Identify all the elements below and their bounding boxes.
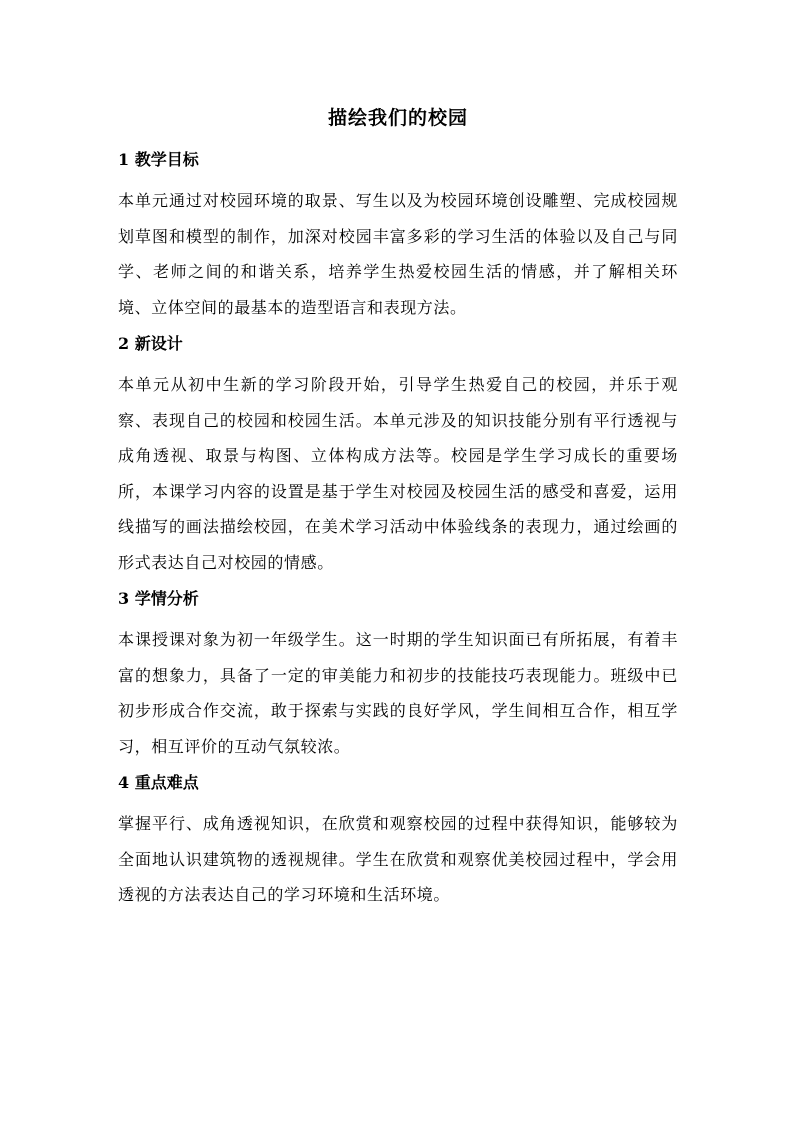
- document-page: [118, 103, 678, 919]
- section-heading: 2 新设计: [118, 334, 183, 353]
- section-key-points: [118, 770, 678, 913]
- section-body: 本课授课对象为初一年级学生。这一时期的学生知识面已有所拓展，有着丰富的想象力，具备了一定的审美能力和初步的技能技巧表现能力。班级中已初步形成合作交流，敢于探索与实践的良好学风，学生间相互合作，相互学习，相互评价的互动气氛较浓。: [118, 630, 678, 756]
- section-teaching-objectives: [118, 147, 678, 325]
- section-student-analysis: [118, 586, 678, 764]
- section-heading: 1 教学目标: [118, 150, 199, 169]
- section-body: 本单元从初中生新的学习阶段开始，引导学生热爱自己的校园，并乐于观察、表现自己的校园和校园生活。本单元涉及的知识技能分别有平行透视与成角透视、取景与构图、立体构成方法等。校园是学生学习成长的重要场所，本课学习内容的设置是基于学生对校园及校园生活的感受和喜爱，运用线描写的画法描绘校园，在美术学习活动中体验线条的表现力，通过绘画的形式表达自己对校园的情感。: [118, 375, 678, 572]
- document-title: 描绘我们的校园: [327, 107, 468, 129]
- section-body: 本单元通过对校园环境的取景、写生以及为校园环境创设雕塑、完成校园规划草图和模型的制作，加深对校园丰富多彩的学习生活的体验以及自己与同学、老师之间的和谐关系，培养学生热爱校园生活的情感，并了解相关环境、立体空间的最基本的造型语言和表现方法。: [118, 191, 678, 317]
- section-heading: 4 重点难点: [118, 773, 199, 792]
- section-body: 掌握平行、成角透视知识，在欣赏和观察校园的过程中获得知识，能够较为全面地认识建筑物的透视规律。学生在欣赏和观察优美校园过程中，学会用透视的方法表达自己的学习环境和生活环境。: [118, 814, 678, 904]
- section-heading: 3 学情分析: [118, 589, 199, 608]
- section-new-design: [118, 331, 678, 580]
